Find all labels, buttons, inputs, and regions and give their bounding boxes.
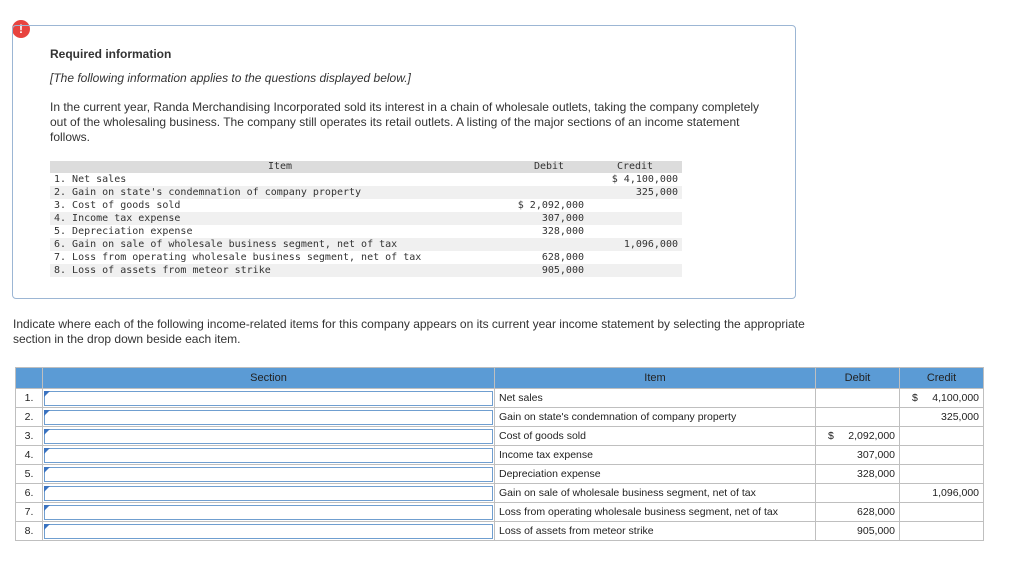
- answer-header-credit: Credit: [900, 368, 984, 389]
- section-cell: [43, 389, 495, 408]
- answer-debit: [816, 465, 900, 484]
- listing-debit: 328,000: [541, 226, 584, 237]
- answer-credit: [900, 503, 984, 522]
- answer-row: [16, 465, 984, 484]
- alert-icon: !: [12, 20, 30, 38]
- listing-item: 4. Income tax expense: [50, 212, 510, 225]
- listing-credit: [588, 199, 682, 212]
- listing-row: [50, 225, 682, 238]
- answer-row: [16, 427, 984, 446]
- credit-currency: $: [912, 392, 918, 404]
- section-dropdown[interactable]: [44, 505, 493, 520]
- listing-credit: $ 4,100,000: [611, 174, 678, 185]
- row-number: 8.: [16, 522, 43, 541]
- answer-row: [16, 389, 984, 408]
- row-number: 7.: [16, 503, 43, 522]
- listing-debit: [510, 186, 588, 199]
- debit-value: 905,000: [857, 525, 895, 537]
- answer-credit: [900, 465, 984, 484]
- section-cell: [43, 522, 495, 541]
- listing-credit: 1,096,000: [588, 238, 682, 251]
- section-cell: [43, 427, 495, 446]
- listing-item: 5. Depreciation expense: [54, 226, 193, 237]
- required-information-title: Required information: [50, 47, 172, 61]
- section-dropdown[interactable]: [44, 410, 493, 425]
- debit-value: 328,000: [857, 468, 895, 480]
- debit-currency: $: [828, 430, 834, 442]
- listing-debit: [510, 173, 588, 186]
- credit-value: 4,100,000: [932, 392, 979, 404]
- listing-row: [50, 238, 682, 251]
- scenario-paragraph: In the current year, Randa Merchandising Incorporated sold its interest in a chain of wholesale outlets, taking the company completely out of the wholesaling business. The company still operates its retail outlets. A listing of the major sections of an income statement follows.: [50, 100, 760, 144]
- listing-row: [50, 251, 682, 264]
- row-number: 4.: [16, 446, 43, 465]
- answer-item: Gain on state's condemnation of company property: [495, 408, 816, 427]
- listing-row: [50, 173, 682, 186]
- listing-credit: 325,000: [588, 186, 682, 199]
- answer-header-debit: Debit: [816, 368, 900, 389]
- listing-credit: [588, 225, 682, 238]
- listing-item: 6. Gain on sale of wholesale business segment, net of tax: [50, 238, 510, 251]
- debit-value: 628,000: [857, 506, 895, 518]
- answer-row: [16, 484, 984, 503]
- listing-credit: [588, 251, 682, 264]
- section-dropdown[interactable]: [44, 467, 493, 482]
- answer-debit: [816, 522, 900, 541]
- listing-row: [50, 264, 682, 277]
- answer-row: [16, 408, 984, 427]
- row-number: 6.: [16, 484, 43, 503]
- listing-debit: 905,000: [510, 264, 588, 277]
- section-cell: [43, 465, 495, 484]
- listing-item: 3. Cost of goods sold: [54, 200, 181, 211]
- instruction-text: Indicate where each of the following income-related items for this company appears on its current year income statement by selecting the appropriate section in the drop down beside each item.: [13, 317, 805, 346]
- answer-credit: [900, 389, 984, 408]
- section-cell: [43, 408, 495, 427]
- credit-value: 325,000: [941, 411, 979, 423]
- listing-header-credit: Credit: [588, 161, 682, 173]
- row-number: 1.: [16, 389, 43, 408]
- listing-header-debit: Debit: [510, 161, 588, 173]
- listing-debit: $ 2,092,000: [517, 200, 584, 211]
- section-cell: [43, 503, 495, 522]
- section-cell: [43, 446, 495, 465]
- listing-credit: [588, 212, 682, 225]
- answer-credit: [900, 484, 984, 503]
- answer-table: [15, 367, 984, 541]
- answer-credit: [900, 522, 984, 541]
- listing-item: 8. Loss of assets from meteor strike: [50, 264, 510, 277]
- required-information-subtitle: [The following information applies to the questions displayed below.]: [50, 71, 411, 85]
- answer-item: Net sales: [495, 389, 816, 408]
- answer-debit: [816, 408, 900, 427]
- answer-credit: [900, 446, 984, 465]
- listing-item: 1. Net sales: [54, 174, 127, 185]
- answer-debit: [816, 389, 900, 408]
- listing-debit: 307,000: [510, 212, 588, 225]
- listing-row: [50, 186, 682, 199]
- section-dropdown[interactable]: [44, 391, 493, 406]
- debit-value: 2,092,000: [848, 430, 895, 442]
- answer-row: [16, 446, 984, 465]
- row-number: 5.: [16, 465, 43, 484]
- listing-item: 2. Gain on state's condemnation of company property: [50, 186, 510, 199]
- section-dropdown[interactable]: [44, 524, 493, 539]
- answer-item: Loss of assets from meteor strike: [495, 522, 816, 541]
- listing-credit: [588, 264, 682, 277]
- section-dropdown[interactable]: [44, 486, 493, 501]
- answer-header-item: Item: [495, 368, 816, 389]
- listing-row: [50, 199, 682, 212]
- answer-row: [16, 503, 984, 522]
- debit-value: 307,000: [857, 449, 895, 461]
- section-dropdown[interactable]: [44, 448, 493, 463]
- credit-value: 1,096,000: [932, 487, 979, 499]
- answer-credit: [900, 408, 984, 427]
- listing-debit: [510, 238, 588, 251]
- answer-header-section: Section: [43, 368, 495, 389]
- answer-debit: [816, 503, 900, 522]
- answer-item: Income tax expense: [495, 446, 816, 465]
- row-number: 2.: [16, 408, 43, 427]
- answer-debit: [816, 446, 900, 465]
- answer-header-number: [16, 368, 43, 389]
- answer-item: Gain on sale of wholesale business segment, net of tax: [495, 484, 816, 503]
- listing-row: [50, 212, 682, 225]
- listing-header-item: Item: [50, 161, 510, 173]
- income-items-listing: [50, 161, 682, 277]
- answer-debit: [816, 427, 900, 446]
- answer-item: Loss from operating wholesale business segment, net of tax: [495, 503, 816, 522]
- answer-item: Cost of goods sold: [495, 427, 816, 446]
- answer-item: Depreciation expense: [495, 465, 816, 484]
- answer-credit: [900, 427, 984, 446]
- row-number: 3.: [16, 427, 43, 446]
- section-cell: [43, 484, 495, 503]
- answer-row: [16, 522, 984, 541]
- listing-item: 7. Loss from operating wholesale business segment, net of tax: [54, 252, 422, 263]
- listing-debit: 628,000: [541, 252, 584, 263]
- answer-debit: [816, 484, 900, 503]
- section-dropdown[interactable]: [44, 429, 493, 444]
